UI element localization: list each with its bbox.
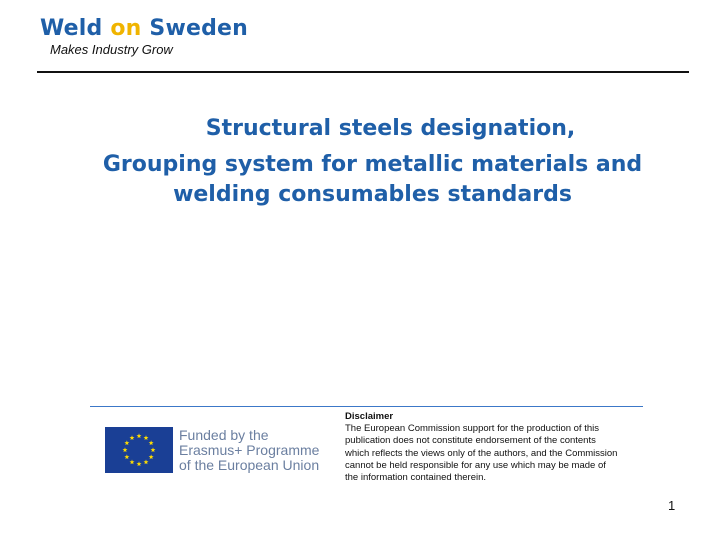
header-divider [37, 71, 689, 73]
eu-star-icon [149, 440, 154, 445]
eu-flag-stars [105, 427, 173, 473]
eu-star-icon [123, 447, 128, 452]
tagline: Makes Industry Grow [50, 42, 173, 57]
disclaimer-line-5: the information contained therein. [345, 472, 487, 484]
funding-line-1: Funded by the [179, 427, 269, 443]
title-line-2: Grouping system for metallic materials and welding consumables standards [102, 152, 643, 207]
disclaimer-line-2: publication does not constitute endorsement of the contents [345, 435, 596, 447]
eu-star-icon [151, 447, 156, 452]
footer-divider [90, 406, 643, 407]
logo-word-sweden: Sweden [141, 16, 249, 41]
eu-star-icon [149, 454, 154, 459]
eu-star-icon [124, 440, 129, 445]
logo-word-on: on [110, 16, 142, 41]
disclaimer-line-3: which reflects the views only of the authors, and the Commission [345, 447, 618, 459]
eu-star-icon [137, 433, 142, 438]
funding-line-2: Erasmus+ Programme [179, 442, 320, 458]
title-line-1: Structural steels designation, [205, 116, 576, 141]
disclaimer [345, 411, 655, 484]
disclaimer-line-1: The European Commission support for the production of this [345, 423, 599, 435]
erasmus-funding-text [179, 428, 319, 473]
funding-line-3: of the European Union [179, 457, 320, 473]
slide-title [60, 114, 685, 210]
eu-star-icon [130, 435, 135, 440]
logo-word-weld: Weld [40, 16, 111, 41]
weld-on-sweden-logo [40, 16, 248, 41]
eu-star-icon [130, 460, 135, 465]
eu-star-icon [124, 454, 129, 459]
page-number: 1 [668, 498, 676, 513]
eu-star-icon [144, 435, 149, 440]
disclaimer-line-4: cannot be held responsible for any use which may be made of [345, 459, 606, 471]
eu-flag-icon [105, 427, 173, 473]
eu-star-icon [137, 461, 142, 466]
disclaimer-heading: Disclaimer [345, 411, 394, 422]
eu-star-icon [144, 460, 149, 465]
